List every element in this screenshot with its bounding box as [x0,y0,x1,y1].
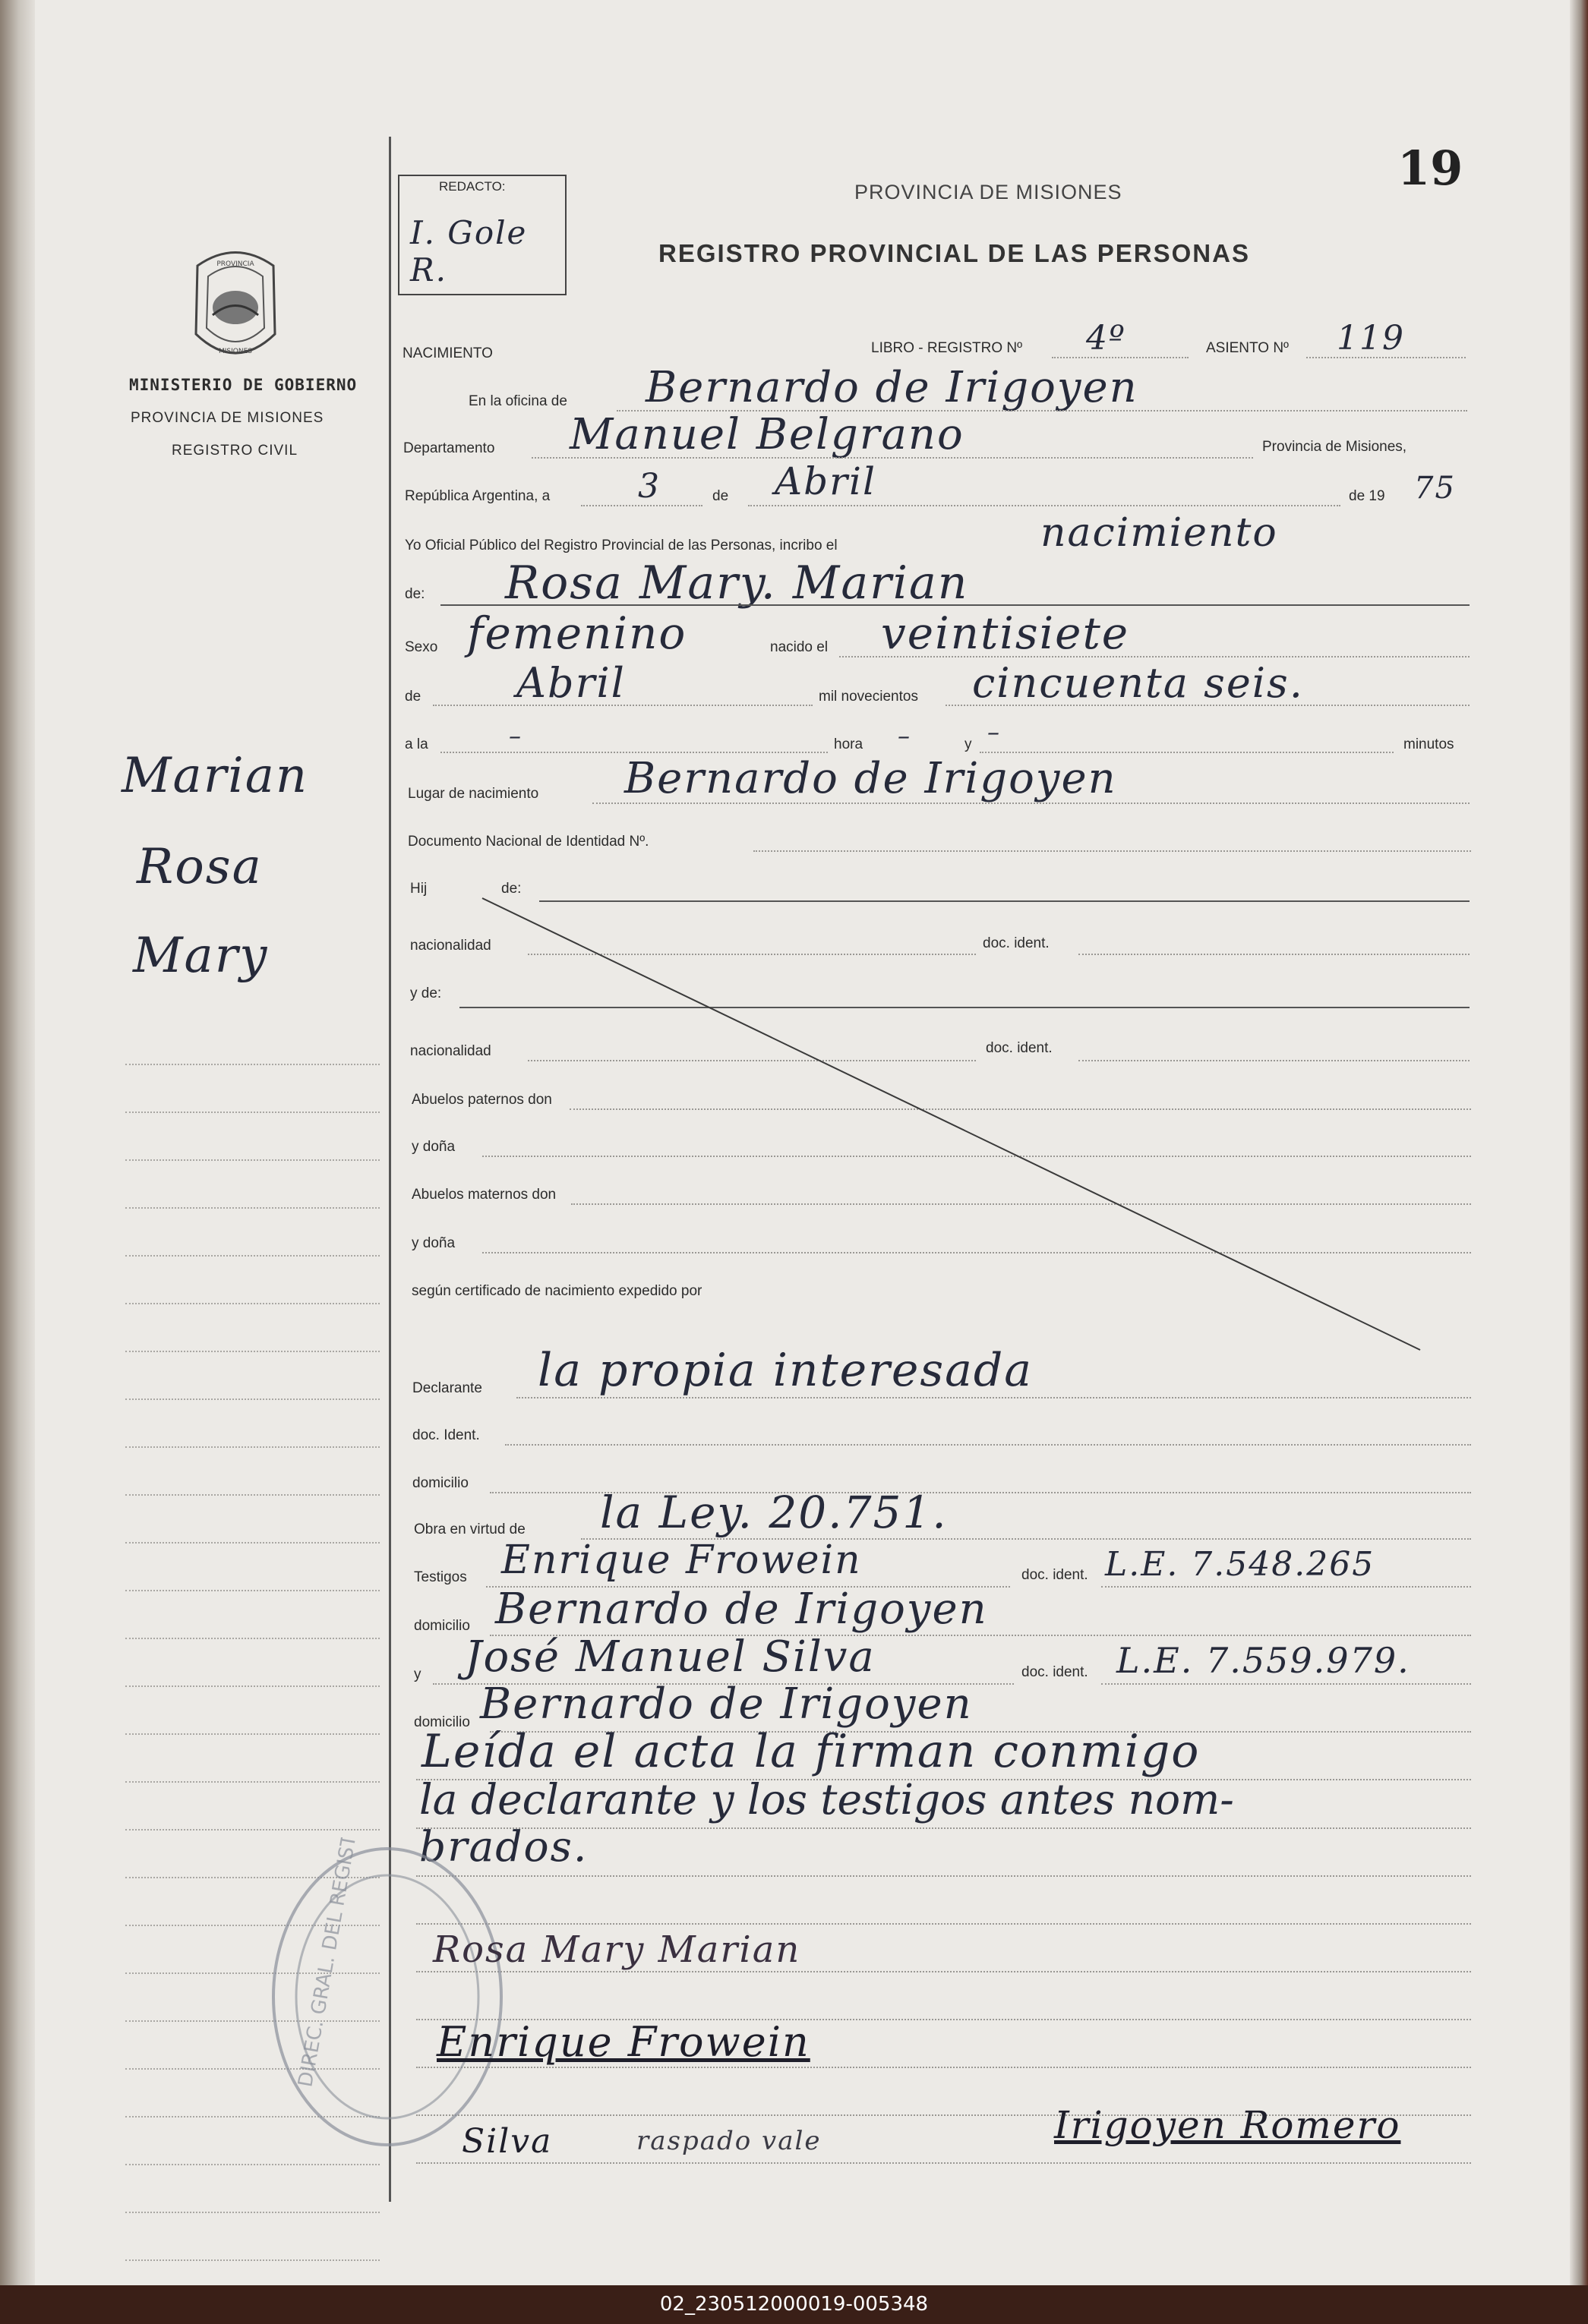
nacionalidad1-label: nacionalidad [410,938,491,954]
nacido-value: veintisiete [881,607,1130,659]
de2-label: de [405,689,421,705]
closing-line-1: Leída el acta la firman conmigo [421,1725,1201,1778]
nacionalidad2-label: nacionalidad [410,1043,491,1059]
testigo2-value: José Manuel Silva [465,1632,876,1682]
ala-label: a la [405,736,428,752]
provincia-suffix: Provincia de Misiones, [1262,439,1407,455]
departamento-label: Departamento [403,440,495,456]
abuelos-paternos-label: Abuelos paternos don [412,1092,552,1108]
margin-name-1: Marian [122,748,309,804]
signature-3: Silva [462,2122,553,2161]
testigo2-doc: L.E. 7.559.979. [1116,1640,1410,1681]
day-value: 3 [638,467,661,506]
departamento-value: Manuel Belgrano [570,410,964,459]
closing-line-3: brados. [419,1822,589,1871]
mil-label: mil novecientos [819,689,918,705]
docident5-label: doc. ident. [1021,1664,1088,1680]
lugar-value: Bernardo de Irigoyen [624,754,1117,803]
acto-value: nacimiento [1040,510,1278,556]
y-value: – [987,717,1001,746]
yde-label: y de: [410,985,442,1001]
official-text: Yo Oficial Público del Registro Provincial de las Personas, incribo el [405,538,838,553]
declarante-value: la propia interesada [538,1344,1034,1397]
ministry-line-1: MINISTERIO DE GOBIERNO [129,376,358,394]
obra-value: la Ley. 20.751. [600,1487,948,1538]
republica-label: República Argentina, a [405,488,551,504]
y-label: y [964,736,972,752]
libro-label: LIBRO - REGISTRO Nº [871,340,1023,356]
month-value: Abril [775,459,876,503]
docident2-label: doc. ident. [986,1040,1053,1056]
nacido-label: nacido el [770,639,829,655]
svg-text:PROVINCIA: PROVINCIA [216,260,254,268]
year-value: 75 [1414,471,1456,506]
de-label: de [712,488,729,504]
dni-label: Documento Nacional de Identidad Nº. [408,834,649,850]
hij-label: Hij [410,881,428,897]
domicilio3-label: domicilio [414,1714,470,1730]
ydona1-label: y doña [412,1139,456,1155]
testigo2-dom: Bernardo de Irigoyen [480,1679,973,1729]
docident3-label: doc. Ident. [412,1427,480,1443]
abuelos-maternos-label: Abuelos maternos don [412,1187,557,1203]
obra-label: Obra en virtud de [414,1521,526,1537]
registry-stamp [251,1837,509,2156]
signature-1: Rosa Mary Marian [433,1928,801,1971]
ydona2-label: y doña [412,1235,456,1251]
year-prefix: de 19 [1349,488,1385,504]
raspado-vale: raspado vale [636,2126,822,2156]
ministry-line-2: PROVINCIA DE MISIONES [131,410,324,426]
nacimiento-label: NACIMIENTO [403,345,493,361]
persona-value: Rosa Mary. Marian [505,557,969,610]
lugar-label: Lugar de nacimiento [408,786,539,802]
hora-value: – [898,721,911,750]
closing-line-2: la declarante y los testigos antes nom- [419,1775,1234,1824]
margin-name-3: Mary [133,928,269,984]
header-province: PROVINCIA DE MISIONES [854,181,1122,203]
asiento-label: ASIENTO Nº [1206,340,1289,356]
docident4-label: doc. ident. [1021,1567,1088,1583]
oficina-value: Bernardo de Irigoyen [646,363,1138,412]
hij-de-label: de: [501,881,522,897]
image-caption: 02_230512000019-005348 [0,2285,1588,2324]
sexo-label: Sexo [405,639,438,655]
domicilio1-label: domicilio [412,1475,469,1491]
sexo-value: femenino [467,607,687,659]
redacto-value: I. Gole R. [410,214,528,289]
ministry-line-3: REGISTRO CIVIL [172,443,298,459]
nacido-mes: Abril [516,659,626,707]
y2-label: y [414,1667,421,1682]
testigo1-value: Enrique Frowein [501,1537,862,1583]
testigo1-doc: L.E. 7.548.265 [1105,1545,1375,1584]
declarante-label: Declarante [412,1380,482,1396]
docident1-label: doc. ident. [983,935,1050,951]
testigo1-dom: Bernardo de Irigoyen [495,1585,988,1634]
nacido-anio: cincuenta seis. [972,659,1304,707]
libro-value: 4º [1086,319,1126,358]
page-number: 19 [1397,140,1463,196]
domicilio2-label: domicilio [414,1618,470,1634]
signature-2: Enrique Frowein [437,2018,810,2066]
persona-label: de: [405,586,425,602]
margin-name-2: Rosa [137,839,263,895]
hora-label: hora [834,736,863,752]
segun-label: según certificado de nacimiento expedido por [412,1283,702,1299]
signature-4: Irigoyen Romero [1054,2103,1401,2147]
redacto-label: REDACTO: [439,179,506,194]
minutos-label: minutos [1403,736,1454,752]
stamp-text: DIREC. GRAL. DEL REGISTRO PROVINCIAL [294,1837,388,2089]
testigos-label: Testigos [414,1569,467,1585]
oficina-label: En la oficina de [469,393,567,409]
svg-text:MISIONES: MISIONES [218,348,253,355]
asiento-value: 119 [1337,319,1405,358]
header-registry: REGISTRO PROVINCIAL DE LAS PERSONAS [658,239,1250,267]
ala-value: – [509,721,522,750]
